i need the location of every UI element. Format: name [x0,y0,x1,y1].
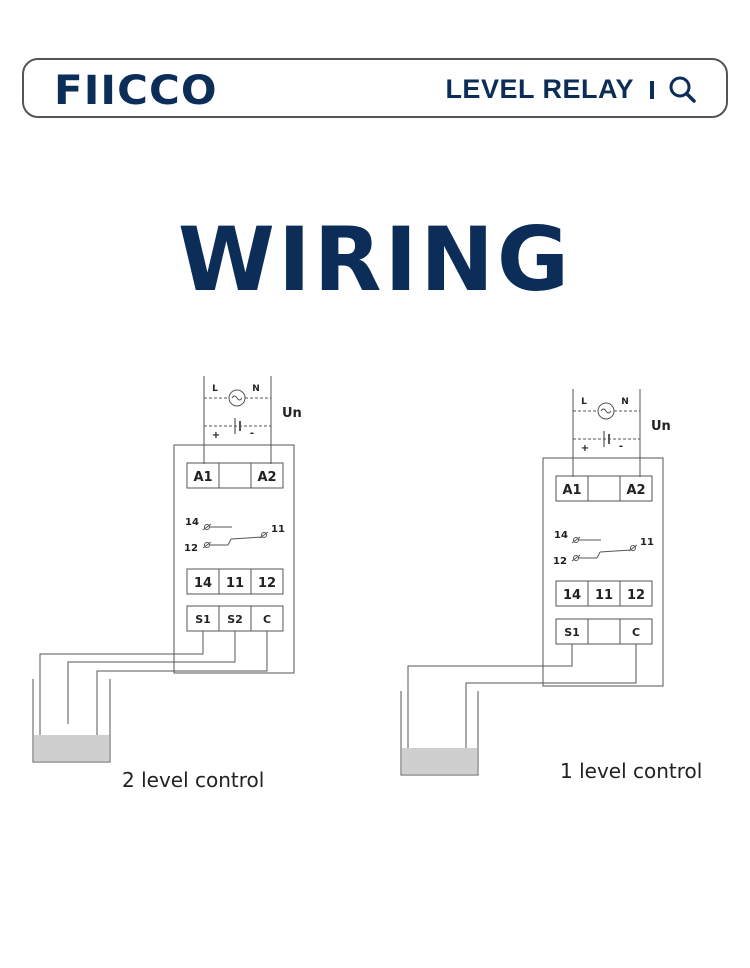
water-level [34,735,109,761]
water-level [402,748,477,774]
contact-11: 11 [271,524,285,535]
label-minus: - [249,428,255,439]
terminal-11: 11 [225,576,245,591]
terminal-a1: A1 [562,483,582,498]
terminal-a2: A2 [626,483,646,498]
label-plus: + [211,430,221,441]
caption-2-level: 2 level control [122,768,265,792]
wiring-diagram-2-level [33,376,294,762]
contact-11: 11 [640,537,654,548]
page-title: WIRING [177,208,573,311]
terminal-s1: S1 [195,613,211,626]
label-minus: - [618,441,624,452]
diagram-1-labels [184,384,302,626]
label-un: Un [282,406,302,421]
product-category[interactable]: LEVEL RELAY [445,74,634,104]
terminal-c: C [262,613,272,626]
diagram-2-labels [553,397,671,639]
label-plus: + [580,443,590,454]
label-live: L [212,384,218,394]
label-neutral: N [621,397,629,407]
terminal-12: 12 [626,588,646,603]
label-un: Un [651,419,671,434]
caption-1-level: 1 level control [560,759,703,783]
terminal-11: 11 [594,588,614,603]
terminal-12: 12 [257,576,277,591]
terminal-a1: A1 [193,470,213,485]
label-live: L [581,397,587,407]
terminal-a2: A2 [257,470,277,485]
terminal-s1: S1 [564,626,580,639]
terminal-s2: S2 [227,613,243,626]
terminal-c: C [631,626,641,639]
terminal-14: 14 [193,576,213,591]
wiring-diagram-1-level [401,389,663,775]
brand-logo[interactable]: FIICCO [54,68,218,114]
contact-14: 14 [554,530,568,541]
contact-12: 12 [184,543,198,554]
terminal-14: 14 [562,588,582,603]
contact-12: 12 [553,556,567,567]
label-neutral: N [252,384,260,394]
contact-14: 14 [185,517,199,528]
